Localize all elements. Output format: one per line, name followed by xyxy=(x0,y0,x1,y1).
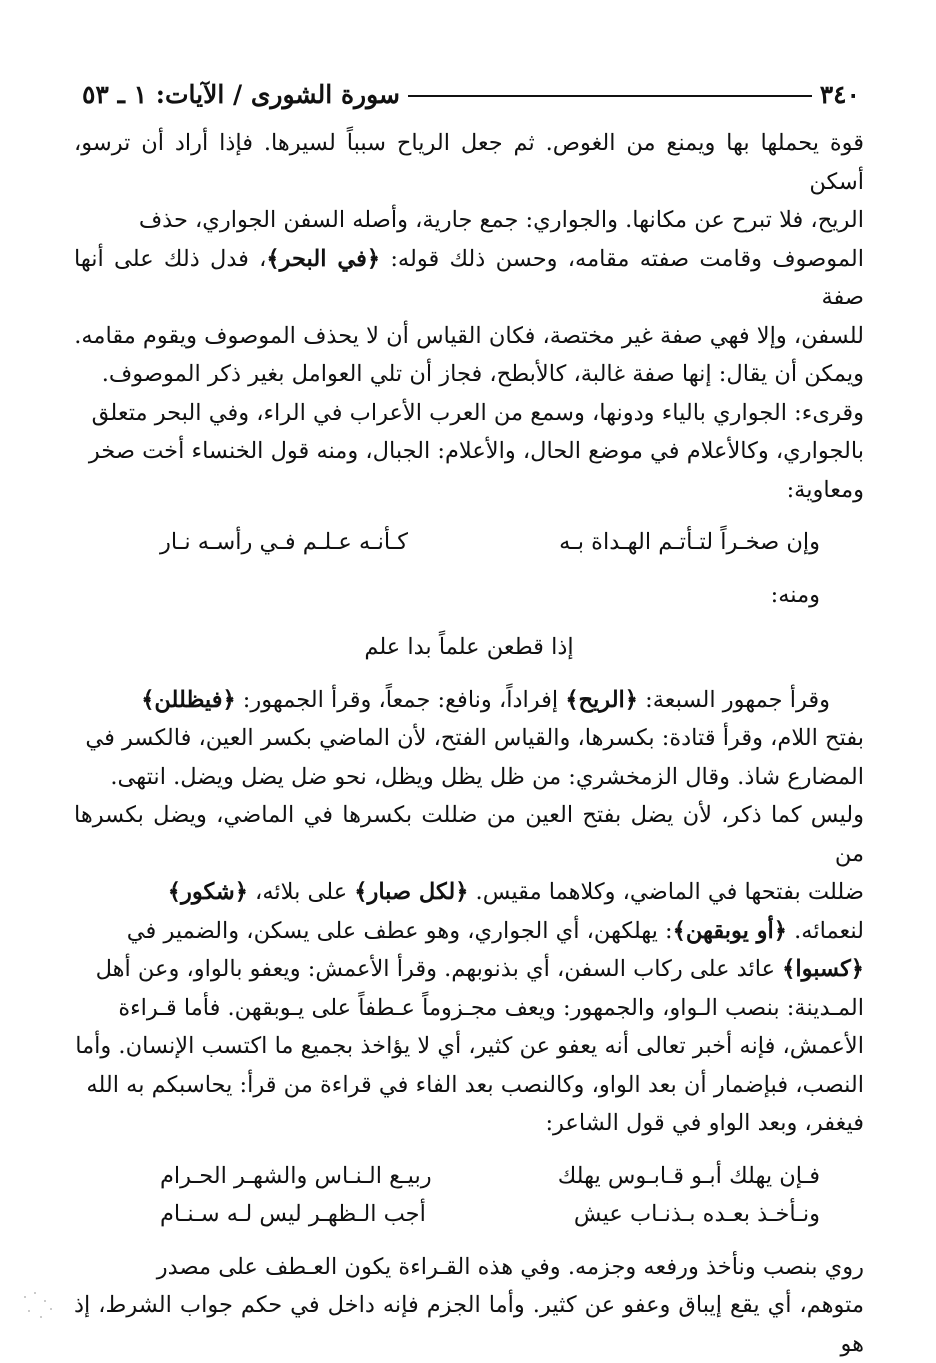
quran-quote: ﴿شكور﴾ xyxy=(167,879,248,905)
text-line: ضللت بفتحها في الماضي، وكلاهما مقيس. ﴿لكل صبار﴾ على بلائه، ﴿شكور﴾ xyxy=(167,879,864,905)
text-line: الموصوف وقامت صفته مقامه، وحسن ذلك قوله: ﴿في البحر﴾، فدل ذلك على أنها صفة xyxy=(74,245,864,310)
text-line: الريح، فلا تبرح عن مكانها. والجواري: جمع جارية، وأصله السفن الجواري، حذف xyxy=(138,207,864,233)
page-header xyxy=(82,74,860,114)
text-line: وقرىء: الجواري بالياء ودونها، وسمع من العرب الأعراب في الراء، وفي البحر متعلق xyxy=(91,399,864,426)
quran-quote: ﴿كسبوا﴾ xyxy=(782,956,864,982)
page-body xyxy=(74,124,864,1363)
text-line: ومعاوية: xyxy=(786,476,864,503)
running-title: سورة الشورى / الآيات: ١ ـ ٥٣ xyxy=(82,79,400,109)
text-line: النصب، فبإضمار أن بعد الواو، وكالنصب بعد الفاء في قراءة من قرأ: يحاسبكم به الله xyxy=(86,1071,864,1098)
quran-quote: ﴿في البحر﴾ xyxy=(266,245,381,272)
verse-second-hemistich: كـأنـه عـلـم فـي رأسـه نـار xyxy=(160,529,409,555)
quran-quote: ﴿لكل صبار﴾ xyxy=(354,879,469,905)
header-rule xyxy=(408,95,812,97)
text-line: وقرأ جمهور السبعة: ﴿الريح﴾ إفراداً، ونافع: جمعاً، وقرأ الجمهور: ﴿فيظللن﴾ xyxy=(141,686,830,713)
text-line: لنعمائه. ﴿أو يوبقهن﴾: يهلكهن، أي الجواري، وهو عطف على يسكن، والضمير في xyxy=(126,917,864,944)
text-line: فيغفر، وبعد الواو في قول الشاعر: xyxy=(545,1110,864,1136)
quran-quote: ﴿أو يوبقهن﴾ xyxy=(672,917,787,944)
text-line: المـدينة: بنصب الـواو، والجمهور: ويعف مجـزوماً عـطفاً على يـوبقهن. فأما قـراءة xyxy=(118,994,864,1021)
text-line: الأعمش، فإنه أخبر تعالى أنه يعفو عن كثير، أي لا يؤاخذ بجميع ما اكتسب الإنسان. وأما xyxy=(75,1033,864,1059)
verse-first-hemistich: فـإن يهلك أبـو قـابـوس يهلك xyxy=(557,1162,820,1189)
verse-second-hemistich: ربيـع الـنـاس والشهـر الحـرام xyxy=(160,1162,432,1189)
poetry-verse xyxy=(160,523,820,562)
poetry-half-verse: إذا قطعن علماً بدا علم xyxy=(364,634,574,660)
text-line: بفتح اللام، وقرأ قتادة: بكسرها، والقياس الفتح، لأن الماضي بكسر العين، فالكسر في xyxy=(85,725,864,751)
verse-first-hemistich: ونـأخـذ بعـده بـذنـاب عيش xyxy=(573,1201,820,1227)
text-line: ويمكن أن يقال: إنها صفة غالبة، كالأبطح، فجاز أن تلي العوامل بغير ذكر الموصوف. xyxy=(101,361,864,387)
text-line: للسفن، وإلا فهي صفة غير مختصة، فكان القياس أن لا يحذف الموصوف ويقوم مقامه. xyxy=(74,322,864,349)
text-line: روي بنصب ونأخذ ورفعه وجزمه. وفي هذه القـراءة يكون العـطف على مصدر xyxy=(156,1253,864,1280)
text-line: ﴿كسبوا﴾ عائد على ركاب السفن، أي بذنوبهم. وقرأ الأعمش: ويعفو بالواو، وعن أهل xyxy=(95,956,864,982)
quran-quote: ﴿الريح﴾ xyxy=(565,686,638,713)
text-line: متوهم، أي يقع إيباق وعفو عن كثير. وأما الجزم فإنه داخل في حكم جواب الشرط، إذ هو xyxy=(74,1292,864,1357)
poetry-verse xyxy=(160,1195,820,1234)
page-number: ٣٤٠ xyxy=(819,79,860,109)
scan-noise xyxy=(20,1290,60,1330)
text-line: ومنه: xyxy=(770,581,820,608)
poetry-verse xyxy=(160,1157,820,1196)
verse-first-hemistich: وإن صخـراً لتـأتـم الهـداة بـه xyxy=(559,529,820,555)
text-line: وليس كما ذكر، لأن يضل بفتح العين من ضللت بكسرها في الماضي، ويضل بكسرها من xyxy=(74,802,864,867)
text-line: بالجواري، وكالأعلام في موضع الحال، والأعلام: الجبال، ومنه قول الخنساء أخت صخر xyxy=(88,438,864,464)
quran-quote: ﴿فيظللن﴾ xyxy=(141,686,236,713)
text-line: المضارع شاذ. وقال الزمخشري: من ظل يظل ويظل، نحو ضل يضل ويضل. انتهى. xyxy=(110,763,864,790)
verse-second-hemistich: أجب الـظهـر ليس لـه سـنـام xyxy=(160,1201,426,1227)
text-line: قوة يحملها بها ويمنع من الغوص. ثم جعل الرياح سبباً لسيرها. فإذا أراد أن ترسو، أسكن xyxy=(74,130,864,195)
